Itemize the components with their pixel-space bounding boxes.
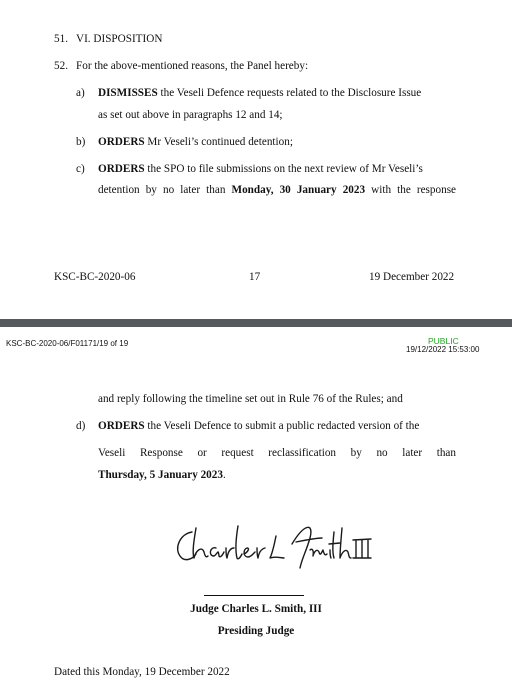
item-c-line-1 <box>98 163 423 175</box>
item-a-line-1 <box>98 87 421 99</box>
judge-name: Judge Charles L. Smith, III <box>190 603 322 615</box>
signature-line <box>204 595 304 596</box>
item-c-deadline-pre: detention by no later than <box>98 184 232 196</box>
item-c-text: the SPO to file submissions on the next review of Mr Veseli’s <box>144 163 423 175</box>
paragraph-52-text: For the above-mentioned reasons, the Panel hereby: <box>76 60 309 72</box>
section-heading-disposition: VI. DISPOSITION <box>76 33 163 45</box>
item-c-marker: c) <box>76 163 85 175</box>
document-id: KSC-BC-2020-06/F01171/19 of 19 <box>6 339 129 348</box>
dated-line: Dated this Monday, 19 December 2022 <box>54 666 230 678</box>
item-c-verb: ORDERS <box>98 163 145 175</box>
item-d-deadline-post: . <box>222 469 226 481</box>
footer-page-number: 17 <box>249 271 261 283</box>
item-d-line-1 <box>98 420 419 432</box>
item-d-verb: ORDERS <box>98 420 145 432</box>
item-d-line-2: Veseli Response or request reclassification by no later than <box>98 447 456 459</box>
footer-case-number: KSC-BC-2020-06 <box>54 271 136 283</box>
item-a-line-2: as set out above in paragraphs 12 and 14; <box>98 109 283 121</box>
judge-title: Presiding Judge <box>217 625 295 637</box>
footer-date: 19 December 2022 <box>369 271 455 283</box>
item-c-deadline-post: with the response <box>365 184 457 196</box>
item-a-text: the Veseli Defence requests related to the Disclosure Issue <box>157 87 422 99</box>
item-b-text: Mr Veseli’s continued detention; <box>144 136 293 148</box>
item-b-verb: ORDERS <box>98 136 145 148</box>
item-b-line <box>98 136 293 148</box>
item-b-marker: b) <box>76 136 86 148</box>
item-a-marker: a) <box>76 87 85 99</box>
paragraph-52-number: 52. <box>54 60 68 72</box>
page-divider <box>0 319 512 327</box>
item-d-deadline-date: Thursday, 5 January 2023 <box>98 469 223 481</box>
item-c-line-2 <box>98 184 456 196</box>
paragraph-51-number: 51. <box>54 33 68 45</box>
item-c-deadline-date: Monday, 30 January 2023 <box>231 184 366 196</box>
item-a-verb: DISMISSES <box>98 87 158 99</box>
filing-timestamp: 19/12/2022 15:53:00 <box>406 345 480 354</box>
judge-signature <box>172 518 372 570</box>
item-c-continuation: and reply following the timeline set out in Rule 76 of the Rules; and <box>98 393 403 405</box>
item-d-marker: d) <box>76 420 86 432</box>
item-d-text: the Veseli Defence to submit a public redacted version of the <box>144 420 420 432</box>
item-d-line-3 <box>98 469 226 481</box>
classification-label: PUBLIC <box>428 336 459 346</box>
